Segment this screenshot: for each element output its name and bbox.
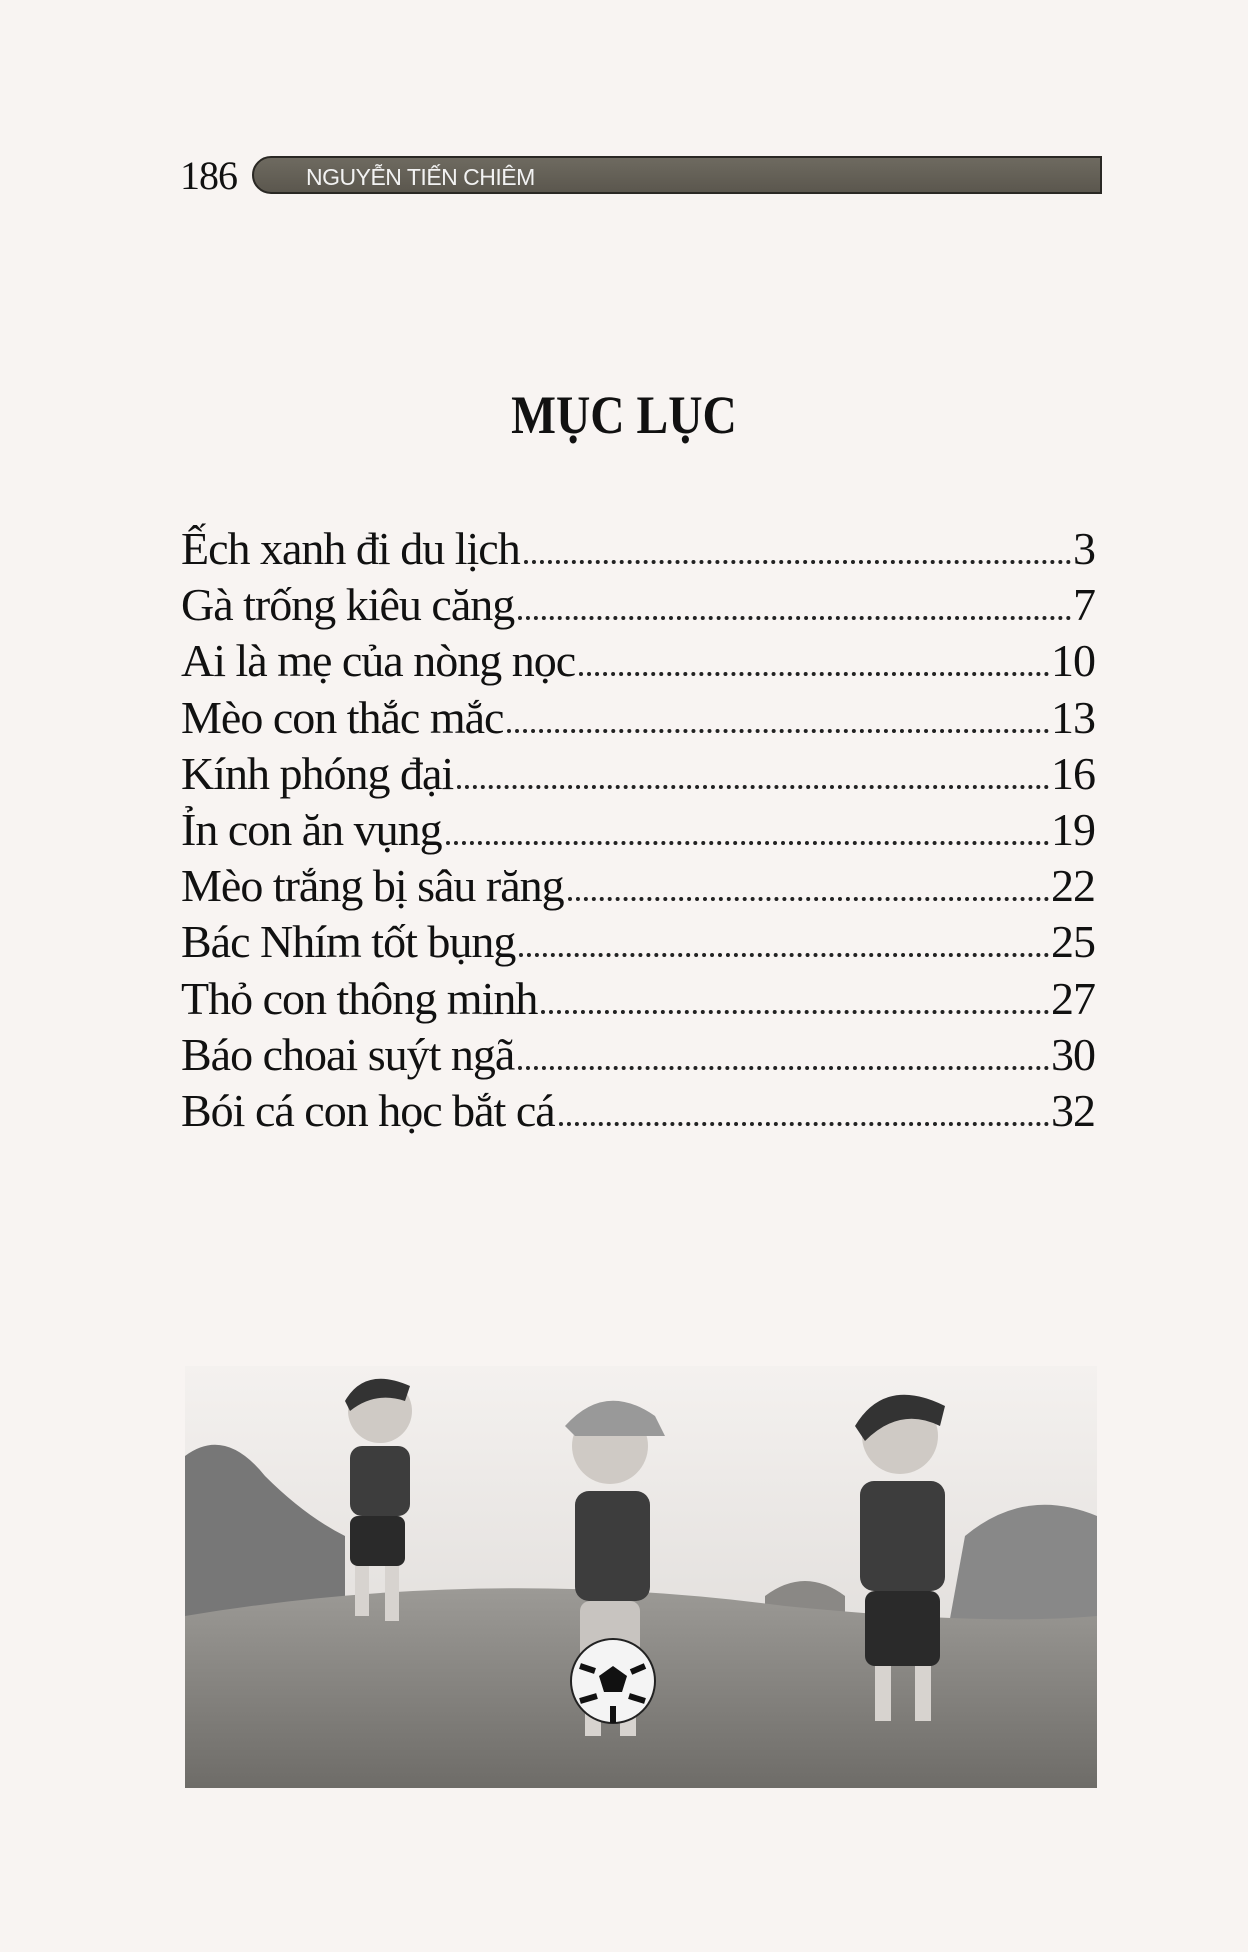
running-header-bar (252, 156, 1102, 194)
page-number: 186 (180, 153, 237, 198)
toc-entry-page: 7 (1073, 579, 1095, 631)
toc-entry-title: Kính phóng đại (181, 747, 454, 799)
dot-leader (507, 729, 1049, 733)
illustration-kids-playing-football (185, 1366, 1097, 1788)
toc-entry-title: Ỉn con ăn vụng (181, 803, 442, 855)
toc-entry-title: Ai là mẹ của nòng nọc (181, 635, 576, 687)
dot-leader (579, 672, 1049, 676)
dot-leader (518, 616, 1071, 620)
dot-leader (541, 1010, 1049, 1014)
toc-entry-title: Gà trống kiêu căng (181, 579, 515, 631)
toc-entry-page: 16 (1051, 747, 1095, 799)
toc-entry-title: Mèo trắng bị sâu răng (181, 860, 564, 912)
toc-entry (181, 578, 1095, 634)
toc-entry-page: 22 (1051, 860, 1095, 912)
toc-entry-title: Bác Nhím tốt bụng (181, 916, 516, 968)
toc-entry-page: 10 (1051, 635, 1095, 687)
toc-entry-page: 27 (1051, 972, 1095, 1024)
toc-entry-page: 3 (1073, 523, 1095, 574)
toc-entry (181, 859, 1095, 915)
author-name: NGUYỄN TIẾN CHIÊM (306, 164, 535, 190)
toc-entry (181, 1084, 1095, 1140)
toc-entry-page: 25 (1051, 916, 1095, 968)
toc-entry-page: 32 (1051, 1084, 1095, 1136)
toc-entry (181, 1028, 1095, 1084)
toc-entry (181, 915, 1095, 971)
table-of-contents (181, 522, 1095, 1140)
dot-leader (518, 1066, 1049, 1070)
toc-entry (181, 803, 1095, 859)
dot-leader (519, 953, 1049, 957)
toc-entry-title: Báo choai suýt ngã (181, 1028, 515, 1080)
toc-entry-page: 13 (1051, 691, 1095, 743)
toc-entry (181, 972, 1095, 1028)
dot-leader (568, 897, 1049, 901)
toc-entry-title: Ếch xanh đi du lịch (181, 523, 520, 574)
page-title: MỤC LỤC (511, 385, 737, 445)
toc-entry-page: 19 (1051, 803, 1095, 855)
toc-entry-title: Bói cá con học bắt cá (181, 1084, 555, 1136)
dot-leader (559, 1122, 1049, 1126)
toc-entry (181, 522, 1095, 578)
soccer-ball (571, 1639, 655, 1723)
toc-entry-title: Mèo con thắc mắc (181, 691, 504, 743)
toc-entry (181, 634, 1095, 690)
dot-leader (457, 785, 1049, 789)
dot-leader (446, 841, 1049, 845)
dot-leader (524, 560, 1071, 564)
toc-entry-page: 30 (1051, 1028, 1095, 1080)
toc-entry (181, 691, 1095, 747)
toc-entry (181, 747, 1095, 803)
toc-entry-title: Thỏ con thông minh (181, 972, 538, 1024)
